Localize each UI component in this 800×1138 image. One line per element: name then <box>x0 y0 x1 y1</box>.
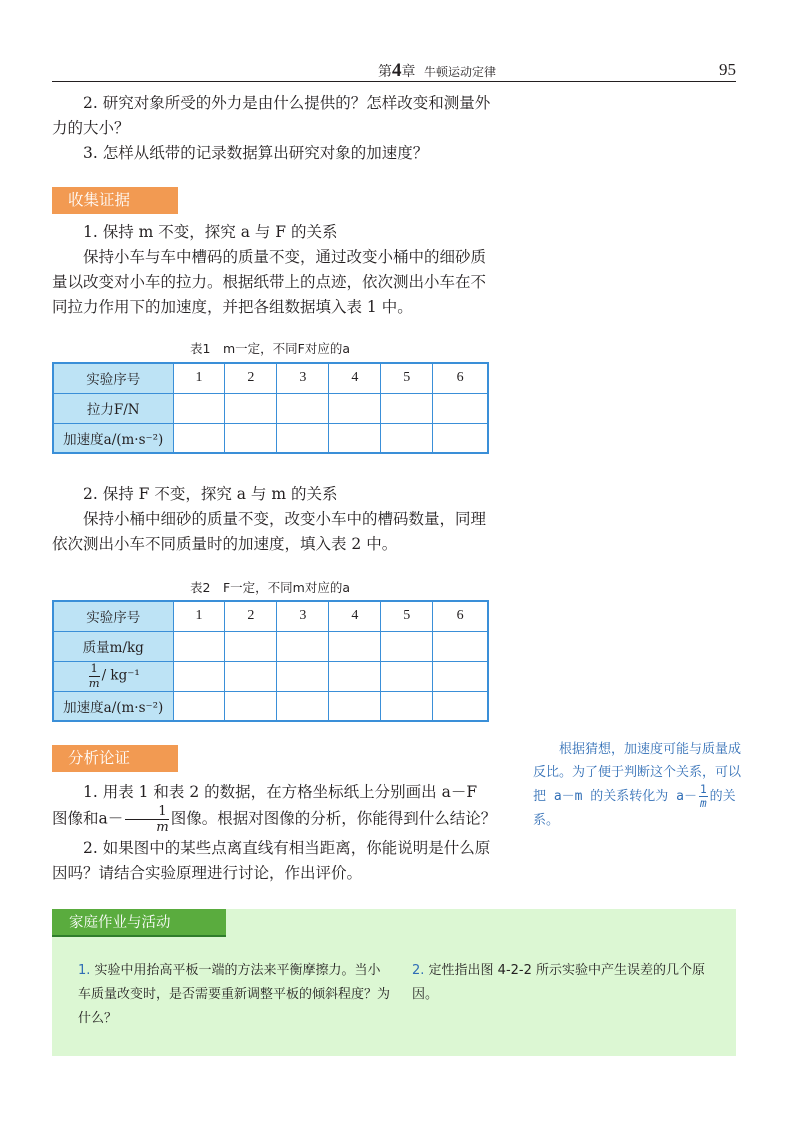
table-cell <box>173 661 225 691</box>
table-cell: 6 <box>433 363 488 393</box>
table-cell: 6 <box>433 601 488 631</box>
table-cell: 4 <box>329 363 381 393</box>
step1-body: 保持小车与车中槽码的质量不变，通过改变小桶中的细砂质量以改变对小车的拉力。根据纸带上的点迹，依次测出小车在不同拉力作用下的加速度，并把各组数据填入表 1 中。 <box>52 248 487 316</box>
table-cell <box>277 661 329 691</box>
table-cell <box>433 631 488 661</box>
table-cell <box>329 423 381 453</box>
table-row <box>53 363 488 393</box>
table-cell <box>225 423 277 453</box>
table-cell <box>277 631 329 661</box>
fraction: $\frac{1}{m}$ <box>88 661 100 690</box>
page-header <box>52 58 736 82</box>
homework-box <box>52 909 736 1056</box>
table-cell <box>329 691 381 721</box>
table-row <box>53 631 488 661</box>
section-tag-analysis: 分析论证 <box>52 745 178 772</box>
table-cell: 2 <box>225 601 277 631</box>
step2-body: 保持小桶中细砂的质量不变，改变小车中的槽码数量，同理依次测出小车不同质量时的加速度，填入表 2 中。 <box>52 510 487 553</box>
table-label: 实验序号 <box>53 601 173 631</box>
table-cell <box>173 393 225 423</box>
chapter-name: 牛顿运动定律 <box>424 65 497 79</box>
table-label: 加速度a/(m·s⁻²) <box>53 423 173 453</box>
question-2: 2. 研究对象所受的外力是由什么提供的？怎样改变和测量外力的大小？ <box>52 94 491 137</box>
chapter-number: 第4章 <box>378 60 416 81</box>
table-cell: 3 <box>277 601 329 631</box>
table-cell <box>225 631 277 661</box>
table-row <box>53 423 488 453</box>
table-cell <box>433 661 488 691</box>
homework-title: 家庭作业与活动 <box>52 909 226 937</box>
table-cell <box>381 661 433 691</box>
table-cell <box>433 423 488 453</box>
table-cell <box>225 393 277 423</box>
table-cell <box>329 661 381 691</box>
table-cell <box>277 423 329 453</box>
table-cell: 5 <box>381 601 433 631</box>
analysis-item-2: 2. 如果图中的某些点离直线有相当距离，你能说明是什么原因吗？请结合实验原理进行讨论，作出评价。 <box>52 839 491 882</box>
table-label: 加速度a/(m·s⁻²) <box>53 691 173 721</box>
table-cell <box>173 691 225 721</box>
step1-title: 1. 保持 m 不变，探究 a 与 F 的关系 <box>83 223 338 241</box>
table-cell <box>277 691 329 721</box>
fraction: $\frac{1}{m}$ <box>699 783 707 811</box>
table-label: 实验序号 <box>53 363 173 393</box>
table-cell: 3 <box>277 363 329 393</box>
table-cell <box>173 631 225 661</box>
table-cell <box>433 393 488 423</box>
table-cell <box>329 393 381 423</box>
question-3: 3. 怎样从纸带的记录数据算出研究对象的加速度？ <box>83 144 429 162</box>
table1-caption: 表1 m一定，不同F对应的a <box>190 341 350 356</box>
table-cell <box>381 423 433 453</box>
table-cell <box>381 631 433 661</box>
section-tag-collect-evidence: 收集证据 <box>52 187 178 214</box>
page-number: 95 <box>719 60 736 79</box>
table-cell <box>329 631 381 661</box>
table-cell: 1 <box>173 363 225 393</box>
table1 <box>52 362 489 454</box>
homework-question-1: 1. 实验中用抬高平板一端的方法来平衡摩擦力。当小车质量改变时，是否需要重新调整平板的倾斜程度？为什么？ <box>78 963 391 1026</box>
fraction: $\frac{1}{m}$ <box>125 805 168 834</box>
step2-title: 2. 保持 F 不变，探究 a 与 m 的关系 <box>83 485 338 503</box>
side-note: 根据猜想，加速度可能与质量成反比。为了便于判断这个关系，可以把 a－m 的关系转化为 a－ $\frac{1}{m}$ 的关系。 <box>533 742 742 829</box>
table-cell <box>381 691 433 721</box>
table-cell <box>225 661 277 691</box>
table2 <box>52 600 489 722</box>
table2-caption: 表2 F一定，不同m对应的a <box>190 580 350 595</box>
table-label: 质量m/kg <box>53 631 173 661</box>
table-cell: 2 <box>225 363 277 393</box>
table-cell <box>277 393 329 423</box>
table-row <box>53 661 488 691</box>
table-label: 拉力F/N <box>53 393 173 423</box>
table-cell <box>173 423 225 453</box>
table-cell: 5 <box>381 363 433 393</box>
table-cell: 1 <box>173 601 225 631</box>
table-cell <box>381 393 433 423</box>
table-row <box>53 601 488 631</box>
table-cell <box>225 691 277 721</box>
table-label: $\frac{1}{m}$ / kg⁻¹ <box>53 661 173 691</box>
table-row <box>53 691 488 721</box>
table-cell <box>433 691 488 721</box>
table-row <box>53 393 488 423</box>
analysis-item-1: 1. 用表 1 和表 2 的数据，在方格坐标纸上分别画出 a－F 图像和a－ $\frac{1}{m}$ 图像。根据对图像的分析，你能得到什么结论？ <box>52 783 497 836</box>
table-cell: 4 <box>329 601 381 631</box>
homework-question-2: 2. 定性指出图 4-2-2 所示实验中产生误差的几个原因。 <box>412 963 706 1002</box>
